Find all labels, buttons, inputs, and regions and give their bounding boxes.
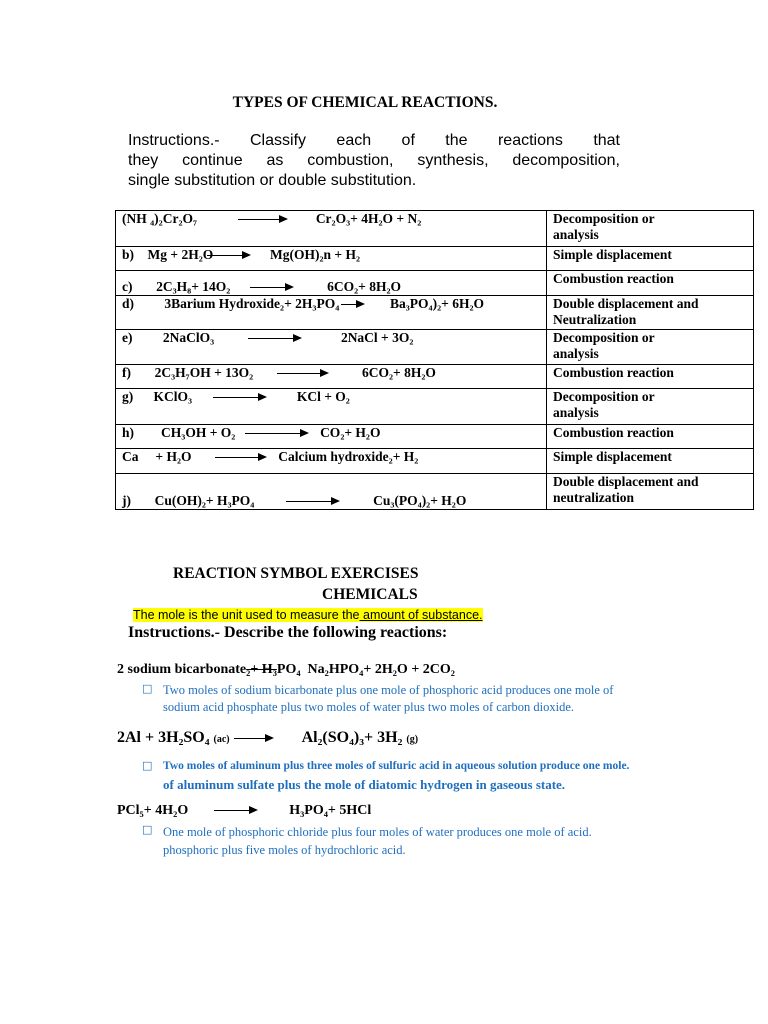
reaction-type: Decomposition or analysis (547, 389, 754, 425)
reaction-equation: c) 2C₃H₈+ 14O₂ 6CO₂+ 8H₂O (116, 271, 547, 296)
reactions-table (115, 210, 754, 510)
section-subheading: CHEMICALS (322, 586, 418, 603)
reaction-equation: d) 3Barium Hydroxide₂+ 2H₃PO₄ Ba₃PO₄)₂+ 6H₂O (116, 296, 547, 330)
reaction-equation: f) 2C₃H₇OH + 13O₂ 6CO₂+ 8H₂O (116, 365, 547, 389)
arrow-icon (277, 373, 327, 374)
instructions (128, 131, 620, 191)
arrow-icon (238, 219, 286, 220)
reaction-equation: b) Mg + 2H₂O Mg(OH)₂n + H₂ (116, 247, 547, 271)
bullet-icon: □ (142, 823, 153, 836)
reaction-equation: j) Cu(OH)₂+ H₃PO₄ Cu₃(PO₄)₂+ H₂O (116, 474, 547, 510)
arrow-icon (286, 501, 338, 502)
reaction-type: Decomposition or analysis (547, 211, 754, 247)
table-row (116, 389, 754, 425)
table-row (116, 365, 754, 389)
description-1: Two moles of sodium bicarbonate plus one mole of phosphoric acid produces one mole of sodium acid phosphate plus two moles of water plus two moles of carbon dioxide. (163, 683, 614, 714)
arrow-icon (248, 338, 300, 339)
reaction-equation: h) CH₃OH + O₂ CO₂+ H₂O (116, 425, 547, 449)
equation-3: PCl₅+ 4H₂O H₃PO₄+ 5HCl (117, 803, 372, 818)
reaction-type: Double displacement and Neutralization (547, 296, 754, 330)
table-row (116, 330, 754, 365)
equation-2: 2Al + 3H₂SO₄ (ac) Al₂(SO₄)₃+ 3H₂ (g) (117, 729, 419, 746)
reaction-equation: g) KClO₃ KCl + O₂ (116, 389, 547, 425)
reaction-type: Double displacement and neutralization (547, 474, 754, 510)
reaction-type: Combustion reaction (547, 365, 754, 389)
arrow-icon (215, 457, 265, 458)
reaction-formula: ₄)₂Cr₂O₇ (150, 211, 198, 226)
table-row (116, 271, 754, 296)
arrow-icon (207, 255, 249, 256)
bullet-icon: □ (142, 682, 153, 695)
mole-definition: The mole is the unit used to measure the amount of substance. (133, 608, 483, 622)
table-row (116, 474, 754, 510)
reaction-type: Decomposition or analysis (547, 330, 754, 365)
section-instructions: Instructions.- Describe the following reactions: (128, 624, 448, 641)
reaction-equation: e) 2NaClO₃ 2NaCl + 3O₂ (116, 330, 547, 365)
reaction-type: Simple displacement (547, 247, 754, 271)
arrow-icon (213, 397, 265, 398)
page-title: TYPES OF CHEMICAL REACTIONS. (232, 94, 498, 111)
reaction-equation: Ca + H₂O Calcium hydroxide₂+ H₂ (116, 449, 547, 474)
table-row (116, 449, 754, 474)
reaction-type: Simple displacement (547, 449, 754, 474)
arrow-icon (234, 738, 272, 739)
reaction-type: Combustion reaction (547, 425, 754, 449)
table-row (116, 211, 754, 247)
description-3: One mole of phosphoric chloride plus four moles of water produces one mole of acid. phosphoric plus five moles of hydrochloric acid. (163, 825, 592, 857)
instructions-line-1: Instructions.- Classify each of the reactions that (128, 132, 620, 149)
table-row (116, 247, 754, 271)
description-2-line-1: Two moles of aluminum plus three moles of sulfuric acid in aqueous solution produce one mole. (163, 760, 630, 772)
arrow-icon (341, 304, 363, 305)
arrow-icon (245, 433, 307, 434)
arrow-icon (250, 287, 292, 288)
reaction-equation: (NH ₄)₂Cr₂O₇ Cr₂O₃+ 4H₂O + N₂ (116, 211, 547, 247)
arrow-icon (214, 810, 256, 811)
reaction-type: Combustion reaction (547, 271, 754, 296)
instructions-line-3: single substitution or double substitution. (128, 172, 417, 189)
section-heading: REACTION SYMBOL EXERCISES (173, 565, 419, 582)
bullet-icon: □ (142, 759, 153, 772)
instructions-line-2: they continue as combustion, synthesis, decomposition, (128, 152, 620, 169)
equation-1: 2 sodium bicarbonate₂+ H₃PO₄ Na₂HPO₄+ 2H₂O + 2CO₂ (117, 662, 455, 677)
table-row (116, 296, 754, 330)
table-row (116, 425, 754, 449)
description-2-line-2: of aluminum sulfate plus the mole of diatomic hydrogen in gaseous state. (163, 777, 566, 792)
